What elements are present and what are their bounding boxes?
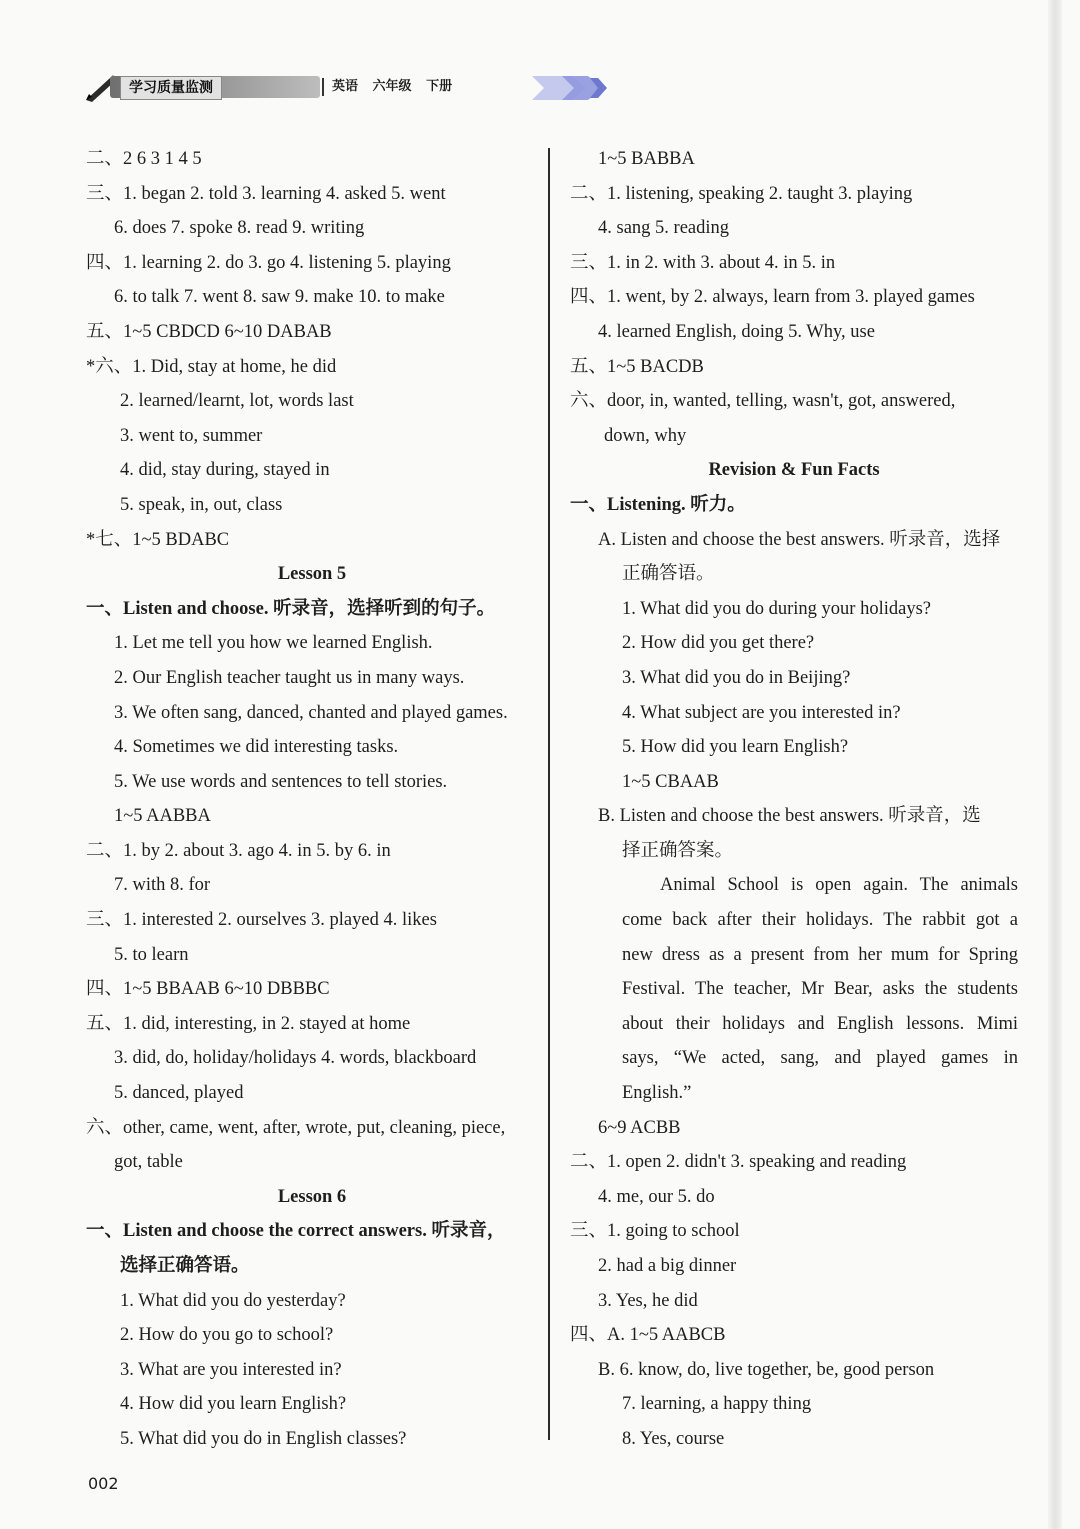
section-title: 选择正确答语。 <box>120 1256 250 1276</box>
answer-line: 二、1. open 2. didn't 3. speaking and reading <box>570 1152 907 1173</box>
answer-line: *六、1. Did, stay at home, he did <box>86 356 337 377</box>
answer-line: 5. What did you do in English classes? <box>120 1428 407 1449</box>
answer-line: down, why <box>604 425 687 446</box>
answer-line: 3. Yes, he did <box>598 1290 698 1311</box>
answer-line: 3. What did you do in Beijing? <box>622 667 851 688</box>
section-title: 一、Listen and choose the correct answers. 听录音， <box>86 1221 506 1242</box>
answer-line: 6. to talk 7. went 8. saw 9. make 10. to make <box>114 287 445 308</box>
section-title: 一、Listening. 听力。 <box>570 494 746 515</box>
answer-line: 四、1. learning 2. do 3. go 4. listening 5. playing <box>86 252 451 273</box>
answer-line: 1~5 CBAAB <box>622 771 719 792</box>
answer-line: 二、1. by 2. about 3. ago 4. in 5. by 6. in <box>86 840 391 861</box>
answer-line: 五、1~5 BACDB <box>570 356 704 377</box>
answer-line: 三、1. going to school <box>570 1221 740 1242</box>
answer-line: 2. learned/learnt, lot, words last <box>120 391 354 412</box>
volume-label: 下册 <box>426 79 453 94</box>
right-column <box>570 142 1018 1457</box>
answer-line: 8. Yes, course <box>622 1428 725 1449</box>
passage-line: English.” <box>622 1083 692 1104</box>
answer-line: 1. Let me tell you how we learned English. <box>114 633 433 654</box>
answer-line: 二、2 6 3 1 4 5 <box>86 149 202 169</box>
answer-line: 6. does 7. spoke 8. read 9. writing <box>114 218 365 239</box>
answer-line: 2. Our English teacher taught us in many ways. <box>114 667 465 688</box>
grade-label: 六年级 <box>372 79 412 94</box>
answer-line: 1~5 BABBA <box>598 149 695 169</box>
series-title: 学习质量监测 <box>120 76 222 100</box>
answer-line: B. 6. know, do, live together, be, good person <box>598 1359 935 1380</box>
answer-line: 3. went to, summer <box>120 425 263 446</box>
answer-line: 三、1. in 2. with 3. about 4. in 5. in <box>570 252 836 273</box>
page-header <box>84 70 524 106</box>
answer-line: 2. How do you go to school? <box>120 1325 334 1346</box>
answer-line: 5. We use words and sentences to tell stories. <box>114 771 448 792</box>
answer-line: A. Listen and choose the best answers. 听录音，选择 <box>598 529 1001 550</box>
left-column <box>86 142 538 1457</box>
answer-line: 1~5 AABBA <box>114 806 211 827</box>
decorative-arrows-icon <box>532 72 608 104</box>
answer-line: 3. What are you interested in? <box>120 1359 342 1380</box>
answer-line: 1. What did you do during your holidays? <box>622 598 931 619</box>
page-edge-shadow <box>1048 0 1062 1529</box>
answer-line: 5. to learn <box>114 944 189 965</box>
answer-line: 四、A. 1~5 AABCB <box>570 1325 726 1346</box>
answer-line: 4. What subject are you interested in? <box>622 702 901 723</box>
answer-line: 二、1. listening, speaking 2. taught 3. playing <box>570 183 913 204</box>
answer-line: 正确答语。 <box>622 564 715 585</box>
passage-line: about their holidays and English lessons. Mimi <box>622 1013 1018 1034</box>
answer-line: 3. did, do, holiday/holidays 4. words, blackboard <box>114 1048 477 1069</box>
answer-line: 5. danced, played <box>114 1083 244 1104</box>
answer-line: 五、1~5 CBDCD 6~10 DABAB <box>86 321 332 342</box>
answer-line: 4. learned English, doing 5. Why, use <box>598 321 875 342</box>
answer-line: 2. How did you get there? <box>622 633 815 654</box>
subject-label: 英语 <box>332 79 359 94</box>
section-heading: Revision & Fun Facts <box>708 460 880 481</box>
passage-line: new dress as a present from her mum for Spring <box>622 944 1018 965</box>
column-divider <box>548 148 550 1440</box>
answer-line: 7. learning, a happy thing <box>622 1394 812 1415</box>
answer-line: B. Listen and choose the best answers. 听录音，选 <box>598 806 981 827</box>
answer-line: 六、door, in, wanted, telling, wasn't, got, answered, <box>570 391 956 412</box>
answer-line: 六、other, came, went, after, wrote, put, cleaning, piece, <box>86 1117 506 1138</box>
answer-line: *七、1~5 BDABC <box>86 529 230 550</box>
answer-line: 5. How did you learn English? <box>622 737 849 758</box>
header-meta <box>332 76 452 98</box>
answer-line: 五、1. did, interesting, in 2. stayed at home <box>86 1013 411 1034</box>
answer-line: 5. speak, in, out, class <box>120 494 283 515</box>
answer-line: 3. We often sang, danced, chanted and played games. <box>114 702 508 723</box>
answer-line: 择正确答案。 <box>622 840 734 861</box>
answer-line: 2. had a big dinner <box>598 1256 737 1276</box>
answer-line: 7. with 8. for <box>114 875 211 896</box>
passage-line: Festival. The teacher, Mr Bear, asks the students <box>622 979 1018 1000</box>
answer-line: 三、1. interested 2. ourselves 3. played 4. likes <box>86 910 437 931</box>
answer-line: 四、1. went, by 2. always, learn from 3. played games <box>570 287 975 308</box>
answer-line: 4. How did you learn English? <box>120 1394 347 1415</box>
passage-line: come back after their holidays. The rabbit got a <box>622 910 1018 931</box>
page-number: 002 <box>88 1474 119 1493</box>
answer-line: 1. What did you do yesterday? <box>120 1290 346 1311</box>
answer-line: 4. Sometimes we did interesting tasks. <box>114 737 399 758</box>
lesson-heading: Lesson 6 <box>277 1186 347 1207</box>
passage-line: says, “We acted, sang, and played games in <box>622 1048 1018 1069</box>
header-separator <box>322 78 324 96</box>
section-title: 一、Listen and choose. 听录音，选择听到的句子。 <box>86 598 496 619</box>
answer-line: 4. did, stay during, stayed in <box>120 460 330 481</box>
answer-line: 6~9 ACBB <box>598 1117 681 1138</box>
answer-line: got, table <box>114 1152 183 1173</box>
answer-line: 三、1. began 2. told 3. learning 4. asked 5. went <box>86 183 446 204</box>
lesson-heading: Lesson 5 <box>277 564 347 585</box>
answer-line: 4. sang 5. reading <box>598 218 730 239</box>
answer-line: 4. me, our 5. do <box>598 1186 715 1207</box>
passage-line: Animal School is open again. The animals <box>660 875 1018 896</box>
answer-line: 四、1~5 BBAAB 6~10 DBBBC <box>86 979 330 1000</box>
